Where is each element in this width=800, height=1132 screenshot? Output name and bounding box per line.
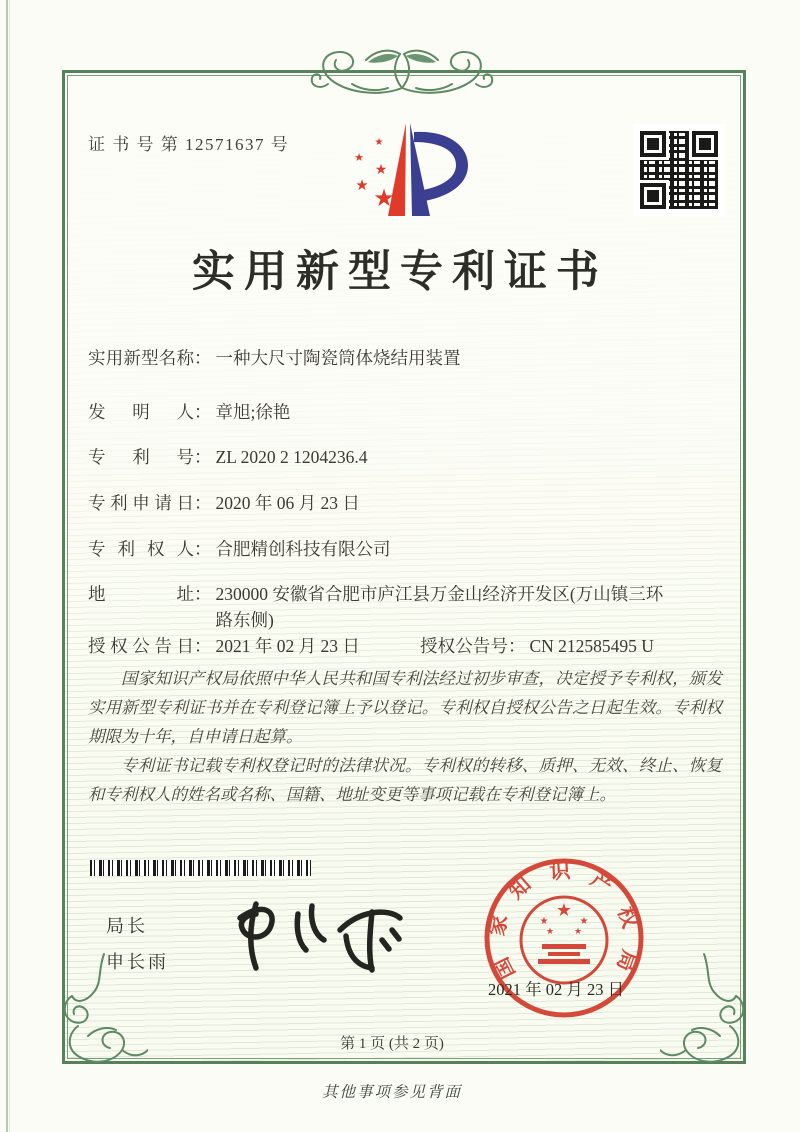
field-label: 专利号	[88, 447, 194, 467]
field-address	[88, 581, 728, 633]
qr-code	[633, 124, 725, 216]
commissioner-handwritten-signature	[212, 884, 422, 984]
field-label: 实用新型名称	[88, 348, 194, 368]
bottom-right-flourish-ornament	[660, 950, 756, 1074]
seal-star-icon: ★	[539, 916, 549, 927]
qr-finder-icon	[640, 183, 666, 209]
field-inventor	[88, 399, 728, 425]
top-flourish-ornament	[282, 40, 522, 98]
certificate-title: 实用新型专利证书	[192, 249, 608, 296]
scan-edge-line	[6, 0, 8, 1132]
field-label: 专利申请日	[88, 493, 194, 513]
qr-finder-icon	[692, 131, 718, 157]
field-value: 2021 年 02 月 23 日	[215, 636, 360, 656]
field-value: 一种大尺寸陶瓷筒体烧结用装置	[215, 348, 461, 368]
scan-edge-highlight	[9, 0, 10, 1132]
logo-star-icon: ★	[373, 186, 395, 212]
field-patent-number	[88, 444, 728, 470]
field-value: 合肥精创科技有限公司	[215, 539, 391, 559]
field-filing-date	[88, 490, 728, 516]
field-colon: ：	[194, 493, 212, 513]
qr-finder-icon	[640, 131, 666, 157]
field-colon: ：	[194, 584, 212, 604]
commissioner-title: 局长	[106, 916, 148, 936]
logo-star-icon: ★	[374, 163, 388, 178]
cnipa-logo-icon	[344, 120, 476, 220]
field-grant-number	[420, 633, 654, 659]
field-colon: ：	[194, 447, 212, 467]
field-label: 专利权人	[88, 539, 194, 559]
legal-paragraph-1: 国家知识产权局依照中华人民共和国专利法经过初步审查，决定授予专利权，颁发实用新型专利证书并在专利登记簿上予以登记。专利权自授权公告之日起生效。专利权期限为十年，自申请日起算。	[88, 669, 722, 746]
field-colon: ：	[194, 636, 212, 656]
seal-star-icon: ★	[579, 916, 589, 927]
seal-star-icon: ★	[555, 900, 573, 920]
logo-star-icon: ★	[374, 137, 384, 148]
field-value: 2020 年 06 月 23 日	[215, 493, 360, 513]
legal-paragraph-2: 专利证书记载专利权登记时的法律状况。专利权的转移、质押、无效、终止、恢复和专利权人的姓名或名称、国籍、地址变更等事项记载在专利登记簿上。	[88, 756, 722, 804]
certificate-number: 证 书 号 第 12571637 号	[88, 135, 290, 154]
legal-text-block	[88, 664, 722, 809]
seal-star-icon: ★	[573, 926, 583, 936]
field-value: 230000 安徽省合肥市庐江县万金山经济开发区(万山镇三环路东侧)	[215, 584, 664, 630]
field-label: 地址	[88, 584, 194, 604]
seal-star-icon: ★	[545, 926, 555, 936]
field-grant-date	[88, 633, 728, 659]
page-number: 第 1 页 (共 2 页)	[340, 1036, 444, 1052]
field-colon: ：	[194, 348, 212, 368]
field-colon: ：	[194, 539, 212, 559]
field-label: 授权公告号	[420, 636, 508, 656]
seal-date: 2021 年 02 月 23 日	[488, 980, 625, 999]
field-value: CN 212585495 U	[529, 636, 654, 656]
back-side-note: 其他事项参见背面	[321, 1084, 462, 1101]
seal-text: 国家知识产权局	[484, 858, 643, 984]
field-patentee	[88, 536, 728, 562]
field-label: 发明人	[88, 402, 194, 422]
field-value: ZL 2020 2 1204236.4	[215, 447, 368, 467]
svg-text:国家知识产权局	[484, 858, 642, 983]
logo-star-icon: ★	[355, 178, 369, 194]
field-colon: ：	[194, 402, 212, 422]
logo-star-icon: ★	[354, 152, 364, 164]
field-label: 授权公告日	[88, 636, 194, 656]
field-utility-model-name	[88, 345, 728, 371]
field-colon: ：	[508, 636, 526, 656]
field-value: 章旭;徐艳	[215, 402, 291, 422]
barcode	[90, 860, 311, 876]
commissioner-name: 申长雨	[106, 952, 169, 972]
